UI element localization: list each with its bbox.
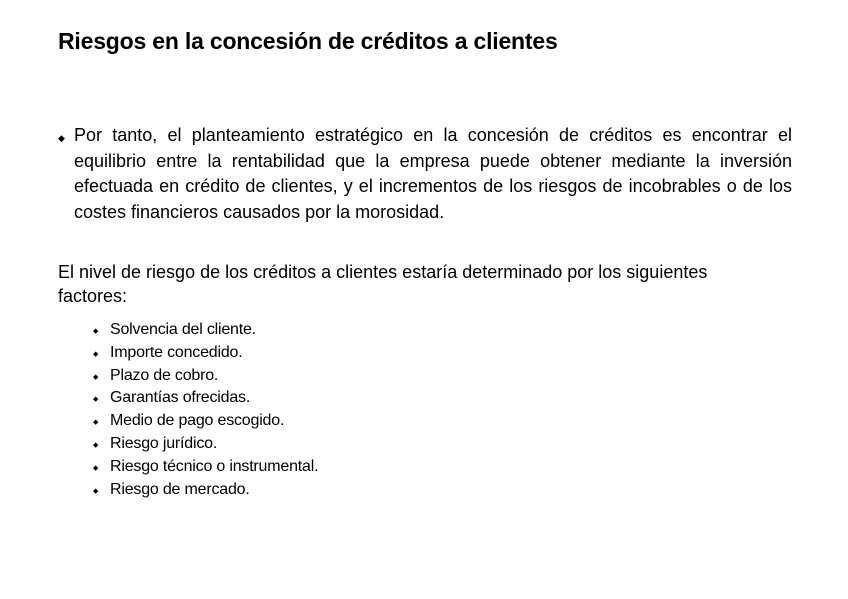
list-item (93, 319, 318, 342)
list-item (93, 433, 318, 456)
list-item (93, 456, 318, 479)
factor-label: Plazo de cobro. (110, 366, 219, 384)
diamond-bullet-icon: ◆ (93, 373, 99, 381)
diamond-bullet-icon: ◆ (93, 464, 99, 472)
diamond-bullet-icon: ◆ (93, 441, 99, 449)
factor-label: Garantías ofrecidas. (110, 389, 251, 407)
diamond-bullet-icon: ◆ (58, 133, 65, 143)
diamond-bullet-icon: ◆ (93, 328, 99, 335)
diamond-bullet-icon: ◆ (93, 487, 99, 495)
diamond-bullet-icon: ◆ (93, 350, 99, 358)
diamond-bullet-icon: ◆ (93, 419, 99, 427)
factors-list (93, 319, 318, 501)
factor-label: Solvencia del cliente. (110, 321, 256, 338)
slide-title: Riesgos en la concesión de créditos a clientes (58, 28, 558, 54)
list-item (93, 479, 318, 502)
main-bullet-text: Por tanto, el planteamiento estratégico en la concesión de créditos es encontrar el equilibrio entre la rentabilidad que la empresa puede obtener mediante la inversión efectuada en crédito de clientes, y el incrementos de los riesgos de incobrables o de los costes financieros causados por la morosidad. (74, 125, 792, 222)
factor-label: Importe concedido. (110, 343, 243, 361)
list-item (93, 365, 318, 388)
list-item (93, 410, 318, 433)
list-item (93, 387, 318, 410)
factor-label: Riesgo jurídico. (110, 434, 218, 452)
diamond-bullet-icon: ◆ (93, 396, 99, 404)
factors-intro-text: El nivel de riesgo de los créditos a clientes estaría determinado por los siguientes factores: (58, 262, 708, 306)
factor-label: Medio de pago escogido. (110, 412, 285, 430)
main-bullet-point (58, 123, 792, 225)
list-item (93, 342, 318, 365)
factor-label: Riesgo de mercado. (110, 480, 250, 498)
factor-label: Riesgo técnico o instrumental. (110, 457, 319, 475)
